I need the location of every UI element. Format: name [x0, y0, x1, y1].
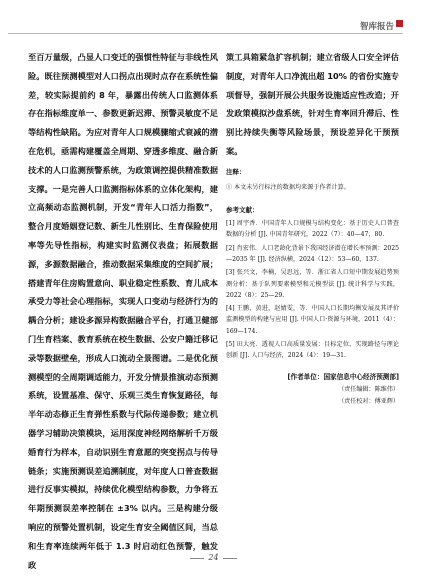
- responsible-proofreader: （责任校对：傅亚辉）: [338, 397, 399, 405]
- footer-dash-right: [223, 558, 237, 559]
- notes-heading: 注释：: [226, 167, 246, 176]
- right-column-body: 策工具箱紧急扩容机制；建立省级人口安全评估制度，对青年人口净流出超 10% 的省份实施专项督导，强制开展公共服务设施适应性改造；开发政策模拟沙盘系统，针对生育率回升滞后、性别比持续失衡等风险场景，预设差异化干预预案。: [226, 52, 399, 156]
- reference-item: [1] 周宇香．中国青年人口规模与结构变化：基于历史人口普查数据的分析 [J]. 中国青年研究，2022（7）：40—47，80.: [226, 220, 399, 239]
- header-divider: [8, 33, 403, 34]
- right-column: [226, 48, 399, 407]
- header-red-square-icon: [396, 20, 403, 27]
- responsible-editor: （责任编辑：陈维伟）: [338, 385, 399, 393]
- footer-dash-left: [190, 558, 204, 559]
- reference-item: [2] 肖宏伟．人口老龄化背景下我国经济潜在增长率预测：2025—2035 年 [J]. 经济纵横，2024（12）：53—60，137.: [226, 244, 399, 263]
- left-column-body: 至百万量级，凸显人口变迁的强惯性特征与非线性风险。既往预测模型对人口拐点出现时点存在系统性偏差，较实际提前约 8 年，暴露出传统人口监测体系存在指标维度单一、参数更新迟滞、预警灵敏度不足等结构性缺陷。为应对青年人口规模骤缩式衰减的潜在危机，亟需构建覆盖全周期、穿透多维度、融合新技术的人口监测预警系统，为政策调控提供精准数据支撑。一是完善人口监测指标体系的立体化架构，建立高频动态监测机制，开发“青年人口活力指数”，整合月度婚姻登记数、新生儿性别比、生育保险使用率等先导性指标，构建实时监测仪表盘；拓展数据源，多源数据融合，推动数据采集维度的空间扩展；搭建青年住房购置意向、职业稳定性系数、育儿成本承受力等社会心理指标，实现人口变动与经济行为的耦合分析；建设多源异构数据融合平台，打通卫健部门生育档案、教育系统在校生数据、公安户籍迁移记录等数据壁垒，形成人口流动全景图谱。二是优化预测模型的全周期调适能力，开发分情景推演动态预测系统，设置基准、保守、乐观三类生育恢复路径，每半年动态修正生育弹性系数与代际传递参数；建立机器学习辅助决策模块，运用深度神经网络解析千万级婚育行为样本，自动识别生育意愿的突变拐点与传导链条；实施预测误差追溯制度，对年度人口普查数据进行反事实模拟，持续优化模型结构参数，力争将五年期预测误差率控制在 ±3% 以内。三是构建分级响应的预警处置机制，设定生育安全阈值区间，当总和生育率连续两年低于 1.3 时启动红色预警，触发政: [28, 52, 218, 570]
- reference-item: [3] 张兴文，李楠，吴思远，等．浙江省人口短中期发展趋势预测分析：基于队列要素模型和元模型法 [J]. 统计科学与实践，2022（8）：25—29.: [226, 269, 399, 299]
- note-item: ① 本文未另行标注的数据均来源于作者计算。: [226, 183, 350, 191]
- header-section-label: 智库报告: [359, 22, 394, 32]
- reference-item: [5] 田大亮．透视人口高质量发展：目标定位、实现路径与理论创新 [J]. 人口与经济，2024（4）：19—31.: [226, 341, 399, 360]
- author-affiliation: [作者单位：国家信息中心经济预测部]: [287, 372, 399, 381]
- reference-item: [4] 王鹏，黄进，赵婧雯，等．中国人口长期均衡发展及其评价监测模型的构建与应用 [J]. 中国人口·资源与环境，2011（4）：169—174.: [226, 305, 399, 335]
- page-number: 24: [208, 553, 219, 562]
- page-footer: [0, 553, 427, 562]
- references-heading: 参考文献：: [226, 206, 259, 215]
